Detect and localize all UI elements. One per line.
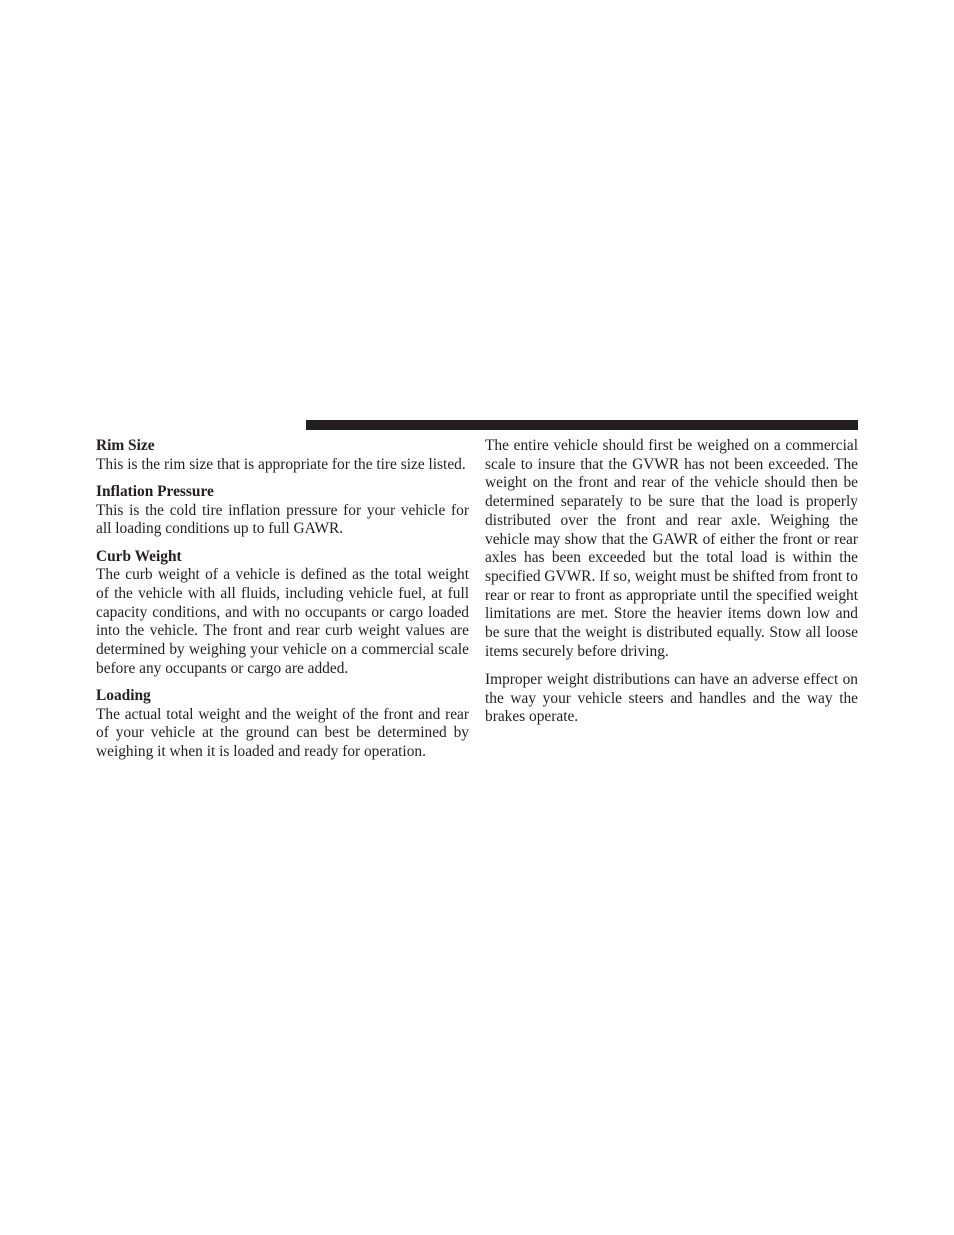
body-paragraph: Improper weight distributions can have an adverse effect on the way your vehicle steers and handles and the way the brakes operate. — [485, 670, 858, 726]
section-text: The curb weight of a vehicle is defined as the total weight of the vehicle with all fluids, including vehicle fuel, at full capacity conditions, and with no occupants or cargo loaded into the vehicle. The front and rear curb weight values are determined by weighing your vehicle on a commercial scale before any occupants or cargo are added. — [96, 566, 469, 677]
section-rim-size — [96, 437, 469, 474]
section-text: This is the rim size that is appropriate for the tire size listed. — [96, 455, 466, 473]
section-heading: Inflation Pressure — [96, 482, 214, 500]
section-heading: Loading — [96, 686, 151, 704]
header-rule — [306, 420, 858, 430]
left-column — [96, 437, 469, 770]
section-curb-weight — [96, 548, 469, 679]
section-loading — [96, 687, 469, 762]
section-inflation-pressure — [96, 483, 469, 539]
body-paragraph: The entire vehicle should first be weighed on a commercial scale to insure that the GVWR has not been exceeded. The weight on the front and rear of the vehicle should then be determined separately to be sure that the load is properly distributed over the front and rear axle. Weighing the vehicle may show that the GAWR of either the front or rear axles has been exceeded but the total load is within the specified GVWR. If so, weight must be shifted from front to rear or rear to front as appropriate until the specified weight limitations are met. Store the heavier items down low and be sure that the weight is distributed equally. Stow all loose items securely before driving. — [485, 437, 858, 660]
section-heading: Curb Weight — [96, 547, 182, 565]
right-column — [485, 437, 858, 737]
section-text: The actual total weight and the weight of the front and rear of your vehicle at the ground can best be determined by weighing it when it is loaded and ready for operation. — [96, 705, 469, 761]
section-heading: Rim Size — [96, 437, 155, 454]
section-text: This is the cold tire inflation pressure for your vehicle for all loading conditions up to full GAWR. — [96, 501, 469, 538]
